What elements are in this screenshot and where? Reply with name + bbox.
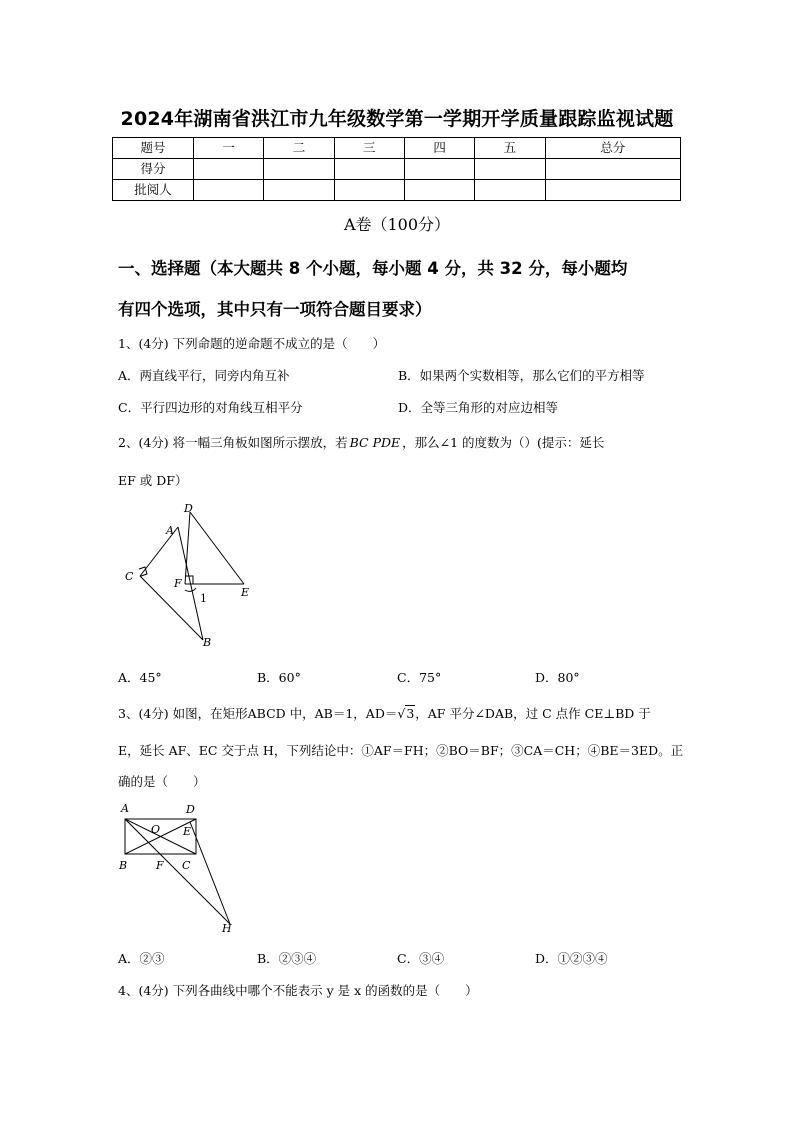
q2-label-b: B <box>203 636 212 649</box>
score-header-cell: 三 <box>334 138 404 159</box>
score-cell[interactable] <box>264 159 334 180</box>
q3-option-c[interactable]: C．③④ <box>397 951 445 966</box>
score-cell[interactable] <box>194 180 264 201</box>
score-table-header-row <box>113 138 681 159</box>
q2-stem <box>118 433 688 451</box>
section-heading-line2: 有四个选项，其中只有一项符合题目要求） <box>118 300 432 319</box>
score-header-cell: 四 <box>404 138 474 159</box>
q3-line-eh <box>190 822 230 924</box>
score-cell[interactable] <box>545 159 680 180</box>
q1-option-a[interactable]: A．两直线平行，同旁内角互补 <box>118 368 290 383</box>
q3-label-a: A <box>121 802 129 815</box>
q2-stem-part1: 2、(4分) 将一幅三角板如图所示摆放，若 <box>118 435 348 450</box>
score-cell[interactable] <box>545 180 680 201</box>
score-header-cell: 题号 <box>113 138 194 159</box>
q2-option-b[interactable]: B．60° <box>257 670 301 685</box>
volume-heading: A卷（100分） <box>343 215 451 234</box>
q2-label-d: D <box>184 502 193 515</box>
q2-line-df <box>185 512 190 584</box>
q3-label-c: C <box>182 859 191 872</box>
q3-label-d: D <box>186 803 195 816</box>
q3-option-a[interactable]: A．②③ <box>118 951 165 966</box>
score-table <box>112 137 681 201</box>
score-header-cell: 总分 <box>545 138 680 159</box>
score-row-label: 批阅人 <box>113 180 194 201</box>
q3-label-b: B <box>119 859 128 872</box>
q1-option-d[interactable]: D．全等三角形的对应边相等 <box>398 400 559 415</box>
q3-line-ah <box>125 819 230 924</box>
q3-label-f: F <box>156 859 164 872</box>
score-header-cell: 五 <box>475 138 545 159</box>
score-cell[interactable] <box>404 180 474 201</box>
q2-stem-cont: EF 或 DF） <box>118 473 188 488</box>
section-heading-line1: 一、选择题（本大题共 8 个小题，每小题 4 分，共 32 分，每小题均 <box>118 259 628 278</box>
q3-stem-part2: ，AF 平分∠DAB，过 C 点作 CE⊥BD 于 <box>415 706 651 721</box>
q2-option-d[interactable]: D．80° <box>535 670 580 685</box>
q2-line-cb <box>140 576 203 640</box>
q3-option-d[interactable]: D．①②③④ <box>535 951 608 966</box>
score-row-label: 得分 <box>113 159 194 180</box>
q2-line-de <box>190 512 244 584</box>
q3-figure <box>116 798 246 938</box>
q3-stem <box>118 704 688 722</box>
q2-label-f: F <box>174 577 182 590</box>
score-header-cell: 一 <box>194 138 264 159</box>
q1-stem: 1、(4分) 下列命题的逆命题不成立的是（ ） <box>118 336 386 351</box>
score-cell[interactable] <box>475 159 545 180</box>
score-cell[interactable] <box>404 159 474 180</box>
q2-math-parallel: BC PDE <box>349 435 401 450</box>
score-cell[interactable] <box>264 180 334 201</box>
q3-sqrt-radicand: 3 <box>406 706 415 721</box>
score-cell[interactable] <box>475 180 545 201</box>
q2-option-a[interactable]: A．45° <box>118 670 162 685</box>
q2-figure <box>118 500 258 650</box>
q3-stem-line2: E，延长 AF、EC 交于点 H，下列结论中：①AF＝FH；②BO＝BF；③CA＝CH；④BE＝3ED。正 <box>118 743 684 758</box>
q3-option-b[interactable]: B．②③④ <box>257 951 317 966</box>
score-header-cell: 二 <box>264 138 334 159</box>
q3-stem-line3: 确的是（ ） <box>118 774 206 789</box>
q1-option-c[interactable]: C．平行四边形的对角线互相平分 <box>118 400 303 415</box>
q1-option-b[interactable]: B．如果两个实数相等，那么它们的平方相等 <box>398 368 645 383</box>
q4-stem: 4、(4分) 下列各曲线中哪个不能表示 y 是 x 的函数的是（ ） <box>118 983 478 998</box>
q3-stem-part1: 3、(4分) 如图，在矩形ABCD 中，AB＝1，AD＝ <box>118 706 398 721</box>
q2-angle-arc <box>185 588 196 591</box>
q2-label-a: A <box>166 524 174 537</box>
score-cell[interactable] <box>194 159 264 180</box>
score-table-row <box>113 180 681 201</box>
score-cell[interactable] <box>334 159 404 180</box>
q2-stem-part2: ，那么∠1 的度数为（）(提示：延长 <box>402 435 605 450</box>
score-table-row <box>113 159 681 180</box>
exam-title: 2024年湖南省洪江市九年级数学第一学期开学质量跟踪监视试题 <box>120 108 674 130</box>
q3-label-e: E <box>183 825 192 838</box>
q3-label-o: O <box>151 823 161 836</box>
q2-label-angle1: 1 <box>200 592 207 605</box>
q2-label-c: C <box>125 570 134 583</box>
q3-label-h: H <box>222 922 232 935</box>
q2-option-c[interactable]: C．75° <box>397 670 442 685</box>
score-cell[interactable] <box>334 180 404 201</box>
q3-sqrt: √3 <box>397 706 415 721</box>
q2-label-e: E <box>241 586 250 599</box>
